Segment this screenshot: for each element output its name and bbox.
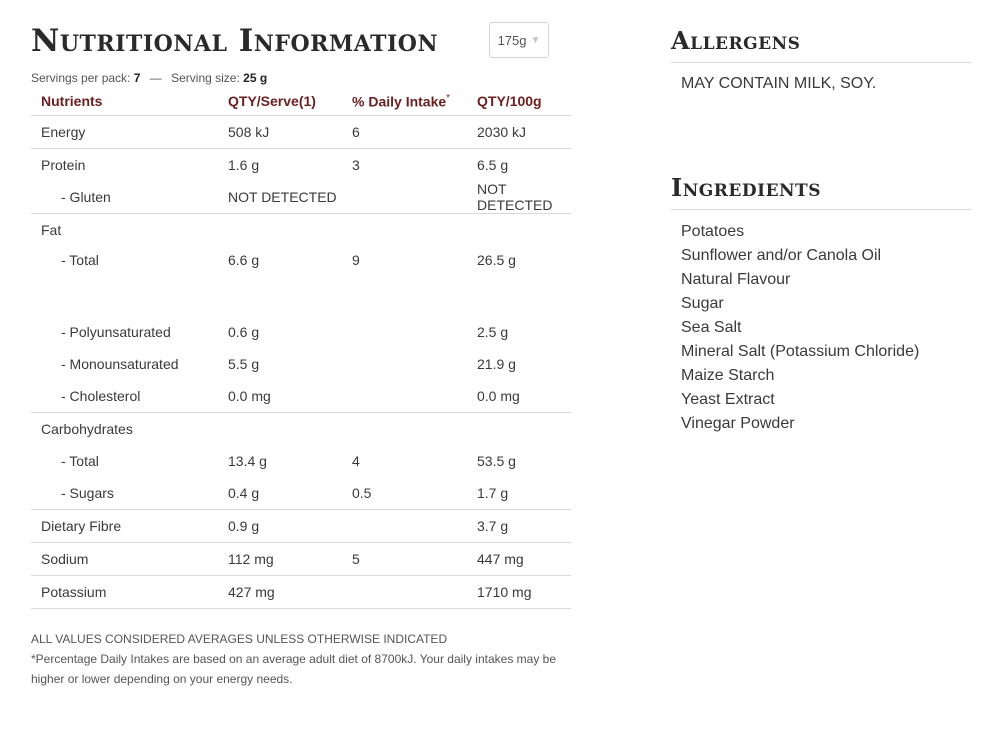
allergens-ingredients-panel [671, 20, 971, 436]
table-header-row [31, 87, 571, 116]
qty-100g: NOT DETECTED [467, 181, 571, 214]
column-header-daily-intake-label: % Daily Intake [352, 93, 447, 110]
qty-100g [467, 413, 571, 446]
list-item: Natural Flavour [681, 271, 791, 288]
allergens-text: MAY CONTAIN MILK, SOY. [681, 75, 877, 92]
servings-separator: — [149, 71, 162, 85]
pack-size-value: 175g [497, 32, 527, 48]
ingredients-title: Ingredients [671, 173, 821, 202]
table-row [31, 576, 571, 609]
chevron-down-icon: ▼ [530, 34, 541, 46]
daily-intake-asterisk: * [446, 92, 451, 104]
daily-intake [342, 576, 467, 609]
servings-info [31, 69, 571, 87]
table-row [31, 181, 571, 214]
table-row [31, 149, 571, 182]
nutrient-name: Energy [31, 116, 218, 149]
qty-serve: 0.6 g [228, 324, 260, 340]
servings-label: Servings per pack: [31, 71, 131, 85]
daily-intake: 5 [342, 543, 467, 576]
qty-100g: 447 mg [467, 543, 571, 576]
nutrient-name: Potassium [31, 576, 218, 609]
column-header-daily-intake [342, 87, 467, 116]
list-item: Vinegar Powder [681, 415, 795, 432]
daily-intake: 0.5 [342, 477, 467, 510]
table-row [31, 445, 571, 477]
allergens-title: Allergens [671, 26, 801, 55]
qty-serve: NOT DETECTED [218, 181, 342, 214]
qty-serve: 6.6 g [228, 252, 260, 268]
column-header-nutrients: Nutrients [31, 87, 218, 116]
servings-value: 7 [133, 71, 141, 85]
column-header-qty-serve: QTY/Serve(1) [218, 87, 342, 116]
daily-intake [342, 510, 467, 543]
daily-intake [342, 316, 467, 348]
table-row [31, 543, 571, 576]
pack-size-select[interactable] [489, 22, 549, 58]
daily-intake-footnote: *Percentage Daily Intakes are based on an average adult diet of 8700kJ. Your daily intakes may be higher or lower depending on your energy needs. [31, 652, 557, 686]
table-row [31, 510, 571, 543]
table-row [31, 116, 571, 149]
nutrient-name: - Cholesterol [31, 380, 218, 413]
daily-intake: 9 [352, 252, 360, 268]
nutrient-name: - Total [61, 252, 99, 268]
list-item: Yeast Extract [681, 391, 775, 408]
qty-100g: 2.5 g [477, 324, 509, 340]
table-row [31, 380, 571, 413]
nutrient-name: - Gluten [31, 181, 218, 214]
daily-intake: 3 [352, 157, 360, 173]
qty-100g: 3.7 g [467, 510, 571, 543]
list-item: Potatoes [681, 223, 745, 240]
qty-100g: 2030 kJ [467, 116, 571, 149]
list-item: Sea Salt [681, 319, 742, 336]
qty-serve: 1.6 g [228, 157, 260, 173]
nutrient-name: Dietary Fibre [31, 510, 218, 543]
table-row [31, 316, 571, 348]
list-item: Sunflower and/or Canola Oil [681, 247, 882, 264]
nutrition-panel [31, 20, 571, 689]
nutrition-title: Nutritional Information [31, 23, 439, 59]
daily-intake [342, 380, 467, 413]
column-header-qty-100g: QTY/100g [467, 87, 571, 116]
serving-size-label: Serving size: [171, 71, 240, 85]
qty-serve: 427 mg [218, 576, 342, 609]
nutrient-name: - Total [61, 453, 99, 469]
table-row [31, 413, 571, 446]
table-row [31, 214, 571, 247]
daily-intake [342, 413, 467, 446]
qty-serve: 5.5 g [228, 356, 260, 372]
nutrient-name: Carbohydrates [41, 421, 133, 437]
qty-serve: 0.9 g [218, 510, 342, 543]
nutrient-name: - Sugars [31, 477, 218, 510]
qty-serve [218, 413, 342, 446]
daily-intake: 4 [352, 453, 360, 469]
qty-serve: 13.4 g [228, 453, 267, 469]
nutrient-name: - Polyunsaturated [61, 324, 171, 340]
qty-serve: 0.0 mg [218, 380, 342, 413]
list-item: Sugar [681, 295, 724, 312]
qty-100g: 1.7 g [467, 477, 571, 510]
nutrient-name: Fat [41, 222, 62, 238]
qty-serve: 0.4 g [218, 477, 342, 510]
table-row [31, 246, 571, 316]
table-row [31, 348, 571, 380]
qty-serve: 508 kJ [218, 116, 342, 149]
ingredients-section [671, 167, 971, 436]
qty-100g [467, 214, 571, 247]
daily-intake [342, 348, 467, 380]
serving-size-value: 25 g [243, 71, 268, 85]
daily-intake: 6 [342, 116, 467, 149]
averages-note: ALL VALUES CONSIDERED AVERAGES UNLESS OTHERWISE INDICATED [31, 632, 448, 646]
allergens-header [671, 20, 971, 63]
nutrient-name: Sodium [31, 543, 218, 576]
nutrient-name: - Monounsaturated [61, 356, 179, 372]
qty-100g: 21.9 g [477, 356, 516, 372]
daily-intake [342, 181, 467, 214]
qty-100g: 1710 mg [467, 576, 571, 609]
qty-100g: 6.5 g [477, 157, 509, 173]
ingredients-header [671, 167, 971, 210]
list-item: Maize Starch [681, 367, 775, 384]
table-row [31, 477, 571, 510]
nutrient-name: Protein [41, 157, 86, 173]
daily-intake [342, 214, 467, 247]
qty-serve: 112 mg [218, 543, 342, 576]
qty-100g: 53.5 g [477, 453, 516, 469]
qty-serve [218, 214, 342, 247]
qty-100g: 0.0 mg [467, 380, 571, 413]
nutrition-table [31, 87, 571, 609]
nutrition-notes [31, 629, 571, 689]
qty-100g: 26.5 g [477, 252, 516, 268]
list-item: Mineral Salt (Potassium Chloride) [681, 343, 920, 360]
ingredients-list [671, 210, 971, 436]
